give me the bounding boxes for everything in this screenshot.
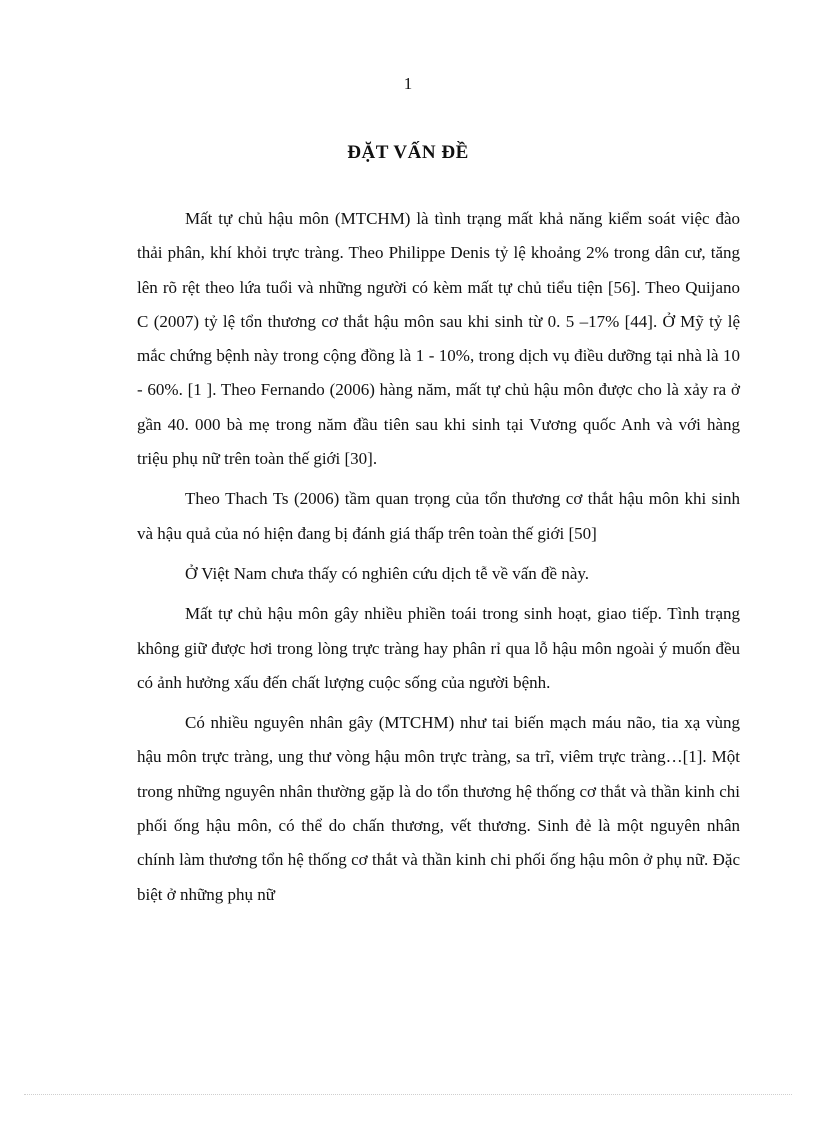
page-bottom-divider [24,1094,792,1095]
body-text [137,202,740,918]
page-number: 1 [403,74,413,93]
paragraph: Ở Việt Nam chưa thấy có nghiên cứu dịch tễ về vấn đề này. [185,563,590,583]
paragraph: Mất tự chủ hậu môn (MTCHM) là tình trạng mất khả năng kiểm soát việc đào thải phân, khí khỏi trực tràng. Theo Philippe Denis tỷ lệ khoảng 2% trong dân cư, tăng lên rõ rệt theo lứa tuổi và những người có kèm mất tự chủ tiểu tiện [56]. Theo Quijano C (2007) tỷ lệ tổn thương cơ thắt hậu môn sau khi sinh từ 0. 5 –17% [44]. Ở Mỹ tỷ lệ mắc chứng bệnh này trong cộng đồng là 1 - 10%, trong dịch vụ điều dưỡng tại nhà là 10 - 60%. [1 ]. Theo Fernando (2006) hàng năm, mất tự chủ hậu môn được cho là xảy ra ở gần 40. 000 bà mẹ trong năm đầu tiên sau khi sinh tại Vương quốc Anh và với hàng triệu phụ nữ trên toàn thế giới [30]. [137,209,740,469]
paragraph: Theo Thach Ts (2006) tầm quan trọng của tổn thương cơ thắt hậu môn khi sinh và hậu quả của nó hiện đang bị đánh giá thấp trên toàn thế giới [50] [137,489,740,543]
section-title: ĐẶT VẤN ĐỀ [347,142,469,163]
paragraph: Có nhiều nguyên nhân gây (MTCHM) như tai biến mạch máu não, tia xạ vùng hậu môn trực tràng, ung thư vòng hậu môn trực tràng, sa trĩ, viêm trực tràng…[1]. Một trong những nguyên nhân thường gặp là do tổn thương hệ thống cơ thắt và thần kinh chi phối ống hậu môn, có thể do chấn thương, vết thương. Sinh đẻ là một nguyên nhân chính làm thương tổn hệ thống cơ thắt và thần kinh chi phối ống hậu môn ở phụ nữ. Đặc biệt ở những phụ nữ [137,713,740,904]
paragraph: Mất tự chủ hậu môn gây nhiều phiền toái trong sinh hoạt, giao tiếp. Tình trạng không giữ được hơi trong lòng trực tràng hay phân rỉ qua lỗ hậu môn ngoài ý muốn đều có ảnh hưởng xấu đến chất lượng cuộc sống của người bệnh. [137,604,740,692]
